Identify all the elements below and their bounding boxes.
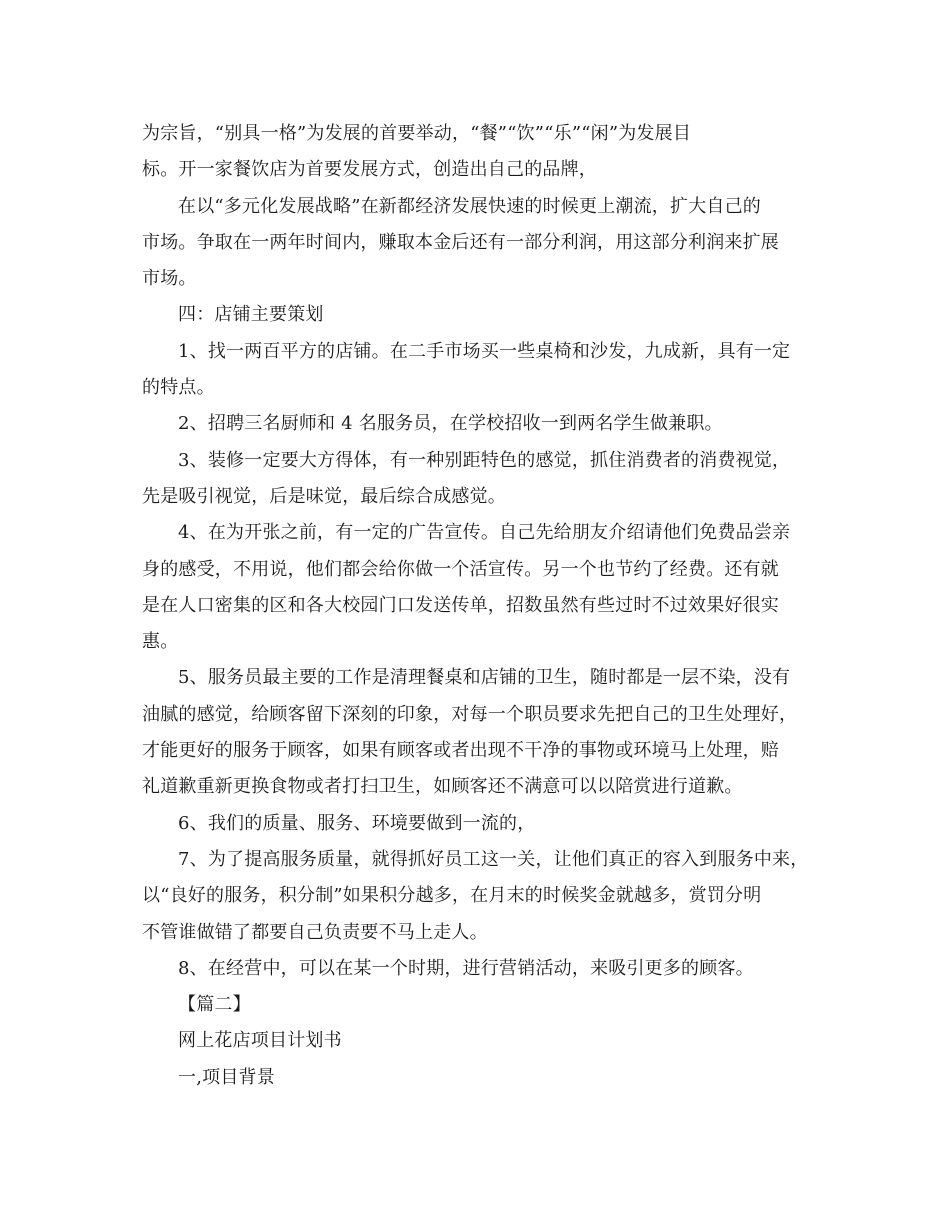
text-line: 6、我们的质量、服务、环境要做到一流的， bbox=[178, 812, 536, 834]
text-line: 的特点。 bbox=[142, 377, 215, 399]
text-line: 1、找一两百平方的店铺。在二手市场买一些桌椅和沙发，九成新，具有一定 bbox=[178, 340, 791, 362]
text-line: 在以“多元化发展战略”在新都经济发展快速的时候更上潮流，扩大自己的 bbox=[178, 195, 762, 217]
text-line: 4、在为开张之前，有一定的广告宣传。自己先给朋友介绍请他们免费品尝亲 bbox=[178, 522, 791, 544]
text-line: 8、在经营中，可以在某一个时期，进行营销活动，来吸引更多的顾客。 bbox=[178, 957, 754, 979]
text-line: 礼道歉重新更换食物或者打扫卫生，如顾客还不满意可以以陪赏进行道歉。 bbox=[142, 776, 743, 798]
text-line: 3、装修一定要大方得体，有一种别距特色的感觉，抓住消费者的消费视觉， bbox=[178, 449, 791, 471]
text-line: 一,项目背景 bbox=[178, 1066, 275, 1088]
text-line: 先是吸引视觉，后是味觉，最后综合成感觉。 bbox=[142, 485, 506, 507]
text-line: 5、服务员最主要的工作是清理餐桌和店铺的卫生，随时都是一层不染，没有 bbox=[178, 667, 791, 689]
text-line: 市场。 bbox=[142, 268, 197, 290]
text-line: 市场。争取在一两年时间内，赚取本金后还有一部分利润，用这部分利润来扩展 bbox=[142, 231, 779, 253]
text-line: 不管谁做错了都要自己负责要不马上走人。 bbox=[142, 921, 488, 943]
text-line: 7、为了提高服务质量，就得抓好员工这一关，让他们真正的容入到服务中来， bbox=[178, 848, 809, 870]
text-line: 以“良好的服务，积分制”如果积分越多，在月末的时候奖金就越多，赏罚分明 bbox=[142, 885, 762, 907]
text-line: 网上花店项目计划书 bbox=[178, 1030, 342, 1052]
text-line: 标。开一家餐饮店为首要发展方式，创造出自己的品牌， bbox=[142, 159, 597, 181]
text-line: 为宗旨，“别具一格”为发展的首要举动，“餐”“饮”“乐”“闲”为发展目 bbox=[142, 123, 692, 144]
text-line: 油腻的感觉，给顾客留下深刻的印象，对每一个职员要求先把自己的卫生处理好， bbox=[142, 703, 798, 725]
text-line: 身的感受，不用说，他们都会给你做一个活宣传。另一个也节约了经费。还有就 bbox=[142, 558, 779, 580]
text-line: 四：店铺主要策划 bbox=[178, 304, 324, 326]
document-body bbox=[142, 116, 822, 1096]
text-line: 惠。 bbox=[142, 631, 179, 653]
text-line: 2、招聘三名厨师和 4 名服务员，在学校招收一到两名学生做兼职。 bbox=[178, 413, 723, 435]
text-line: 是在人口密集的区和各大校园门口发送传单，招数虽然有些过时不过效果好很实 bbox=[142, 594, 779, 616]
text-line: 【篇二】 bbox=[178, 994, 251, 1016]
text-line: 才能更好的服务于顾客，如果有顾客或者出现不干净的事物或环境马上处理，赔 bbox=[142, 740, 779, 762]
